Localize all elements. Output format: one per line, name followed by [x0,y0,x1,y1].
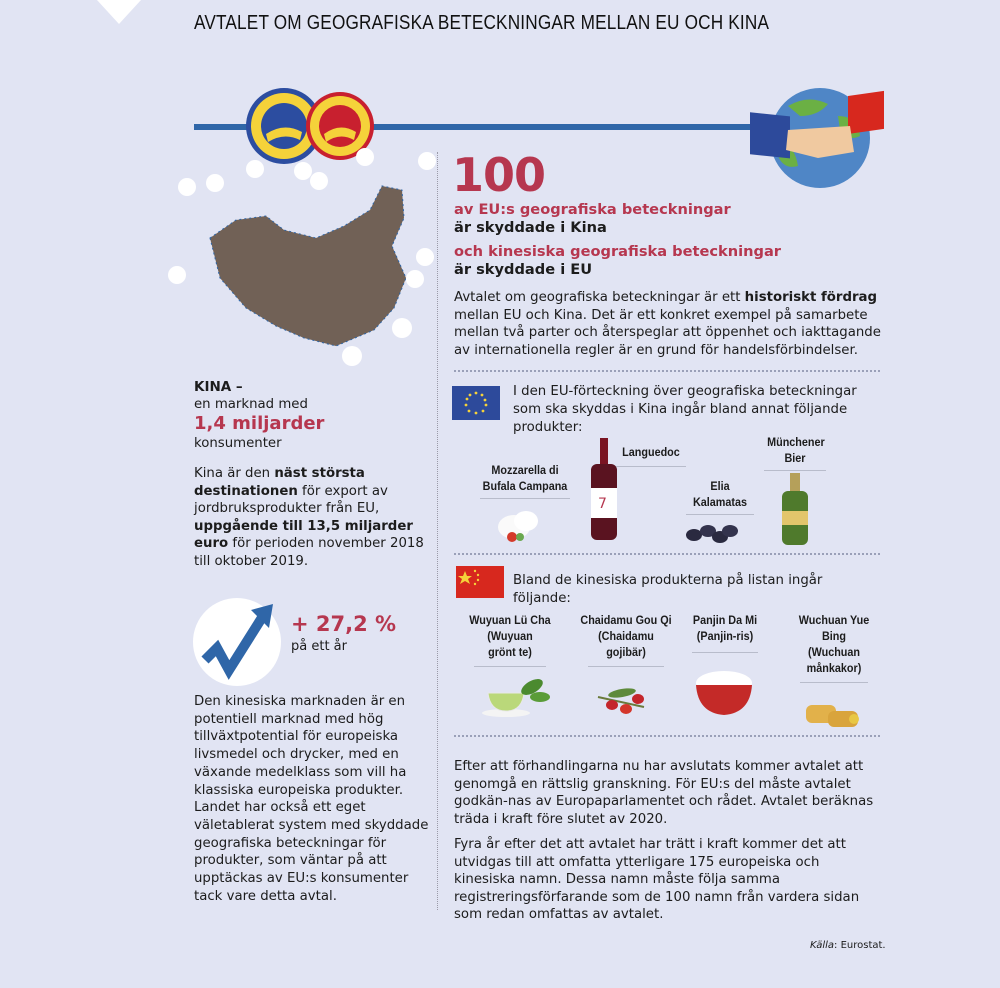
headline-china-gis [454,243,781,279]
headline-line1-red: av EU:s geografiska beteckningar [454,201,731,218]
mooncake-icon [782,683,886,737]
kina-market-block [194,378,434,452]
product-wuchuan-yue-bing: Wuchuan Yue Bing (Wuchuan månkakor) [782,612,886,741]
gi-seals-icon [246,86,374,166]
intro-paragraph: Avtalet om geografiska beteckningar är ett historiskt fördrag mellan EU och Kina. Det är ett konkret exempel på samarbete mellan två parter och återspeglar att öppenhet och iakttagande av internationella regler är en grund för handelsförbindelser. [454,290,881,358]
label-languedoc: Languedoc [616,444,686,467]
kina-tail: konsumenter [194,436,282,451]
kina-consumers-number: 1,4 miljarder [194,413,325,434]
product-mozzarella: Mozzarella di Bufala Campana [470,462,580,549]
market-paragraph: Den kinesiska marknaden är en potentiell marknad med hög tillväxtpotential för europeiska livsmedel och drycker, med en växande medelklass som vill ha klassiska europeiska produkter. Landet har också ett eget väletablerat system med skyddade geografiska beteckningar för produkter, som väntar på att upptäckas av EU:s konsumenter tack vare detta avtal. [194,694,429,904]
china-flag-icon [456,566,504,600]
svg-text:7: 7 [598,496,607,512]
source-note: Källa: Eurostat. [810,940,886,951]
product-munchener-bier: Münchener Bier [764,434,826,551]
china-list-intro: Bland de kinesiska produkterna på listan ingår följande: [513,573,823,606]
kina-heading: KINA – [194,379,243,395]
section-divider [454,553,880,555]
headline-line2-red: och kinesiska geografiska beteckningar [454,243,781,260]
growth-label: på ett år [291,639,347,654]
rice-bowl-icon [688,653,762,723]
kina-line: en marknad med [194,397,308,412]
headline-number: 100 [452,148,546,202]
eu-list-intro: I den EU-förteckning över geografiska beteckningar som ska skyddas i Kina ingår bland annat följande produkter: [513,384,857,435]
beer-bottle-icon [764,473,826,547]
export-paragraph: Kina är den näst största destinationen för export av jordbruksprodukter från EU, uppgående till 13,5 miljarder euro för perioden november 2018 till oktober 2019. [194,466,424,569]
product-elia-kalamatas: Elia Kalamatas [680,478,760,549]
section-divider [454,735,880,737]
mozzarella-icon [470,499,580,545]
section-divider [454,370,880,372]
product-chaidamu-gou-qi: Chaidamu Gou Qi (Chaidamu gojibär) [574,612,678,725]
headline-line1-black: är skyddade i Kina [454,219,607,236]
eu-flag-icon [452,386,500,420]
headline-line2-black: är skyddade i EU [454,261,593,278]
olives-icon [680,515,760,545]
growth-chart-icon [193,598,281,686]
negotiation-paragraph: Efter att förhandlingarna nu har avslutats kommer avtalet att genomgå en rättslig granskning. För EU:s del måste avtalet godkän-nas av Europaparlamentet och rådet. Avtalet beräknas träda i kraft före slutet av 2020. [454,759,874,827]
eu-china-handshake-icon [748,86,886,190]
goji-berry-icon [574,667,678,721]
growth-value: + 27,2 % [291,612,397,636]
page-title: AVTALET OM GEOGRAFISKA BETECKNINGAR MELLAN EU OCH KINA [194,12,770,34]
headline-eu-gis [454,201,731,237]
product-wuyuan-lu-cha: Wuyuan Lü Cha (Wuyuan grönt te) [462,612,558,725]
corner-notch [97,0,141,24]
green-tea-icon [462,667,558,721]
expansion-paragraph: Fyra år efter det att avtalet har trätt i kraft kommer det att utvidgas till att omfatta ytterligare 175 europeiska och kinesiska namn. Dessa namn måste följa samma registreringsförfarande som de 100 namn från vardera sidan som redan omfattas av avtalet. [454,837,860,922]
product-panjin-da-mi: Panjin Da Mi (Panjin-ris) [688,612,762,727]
china-population-map [206,178,438,368]
